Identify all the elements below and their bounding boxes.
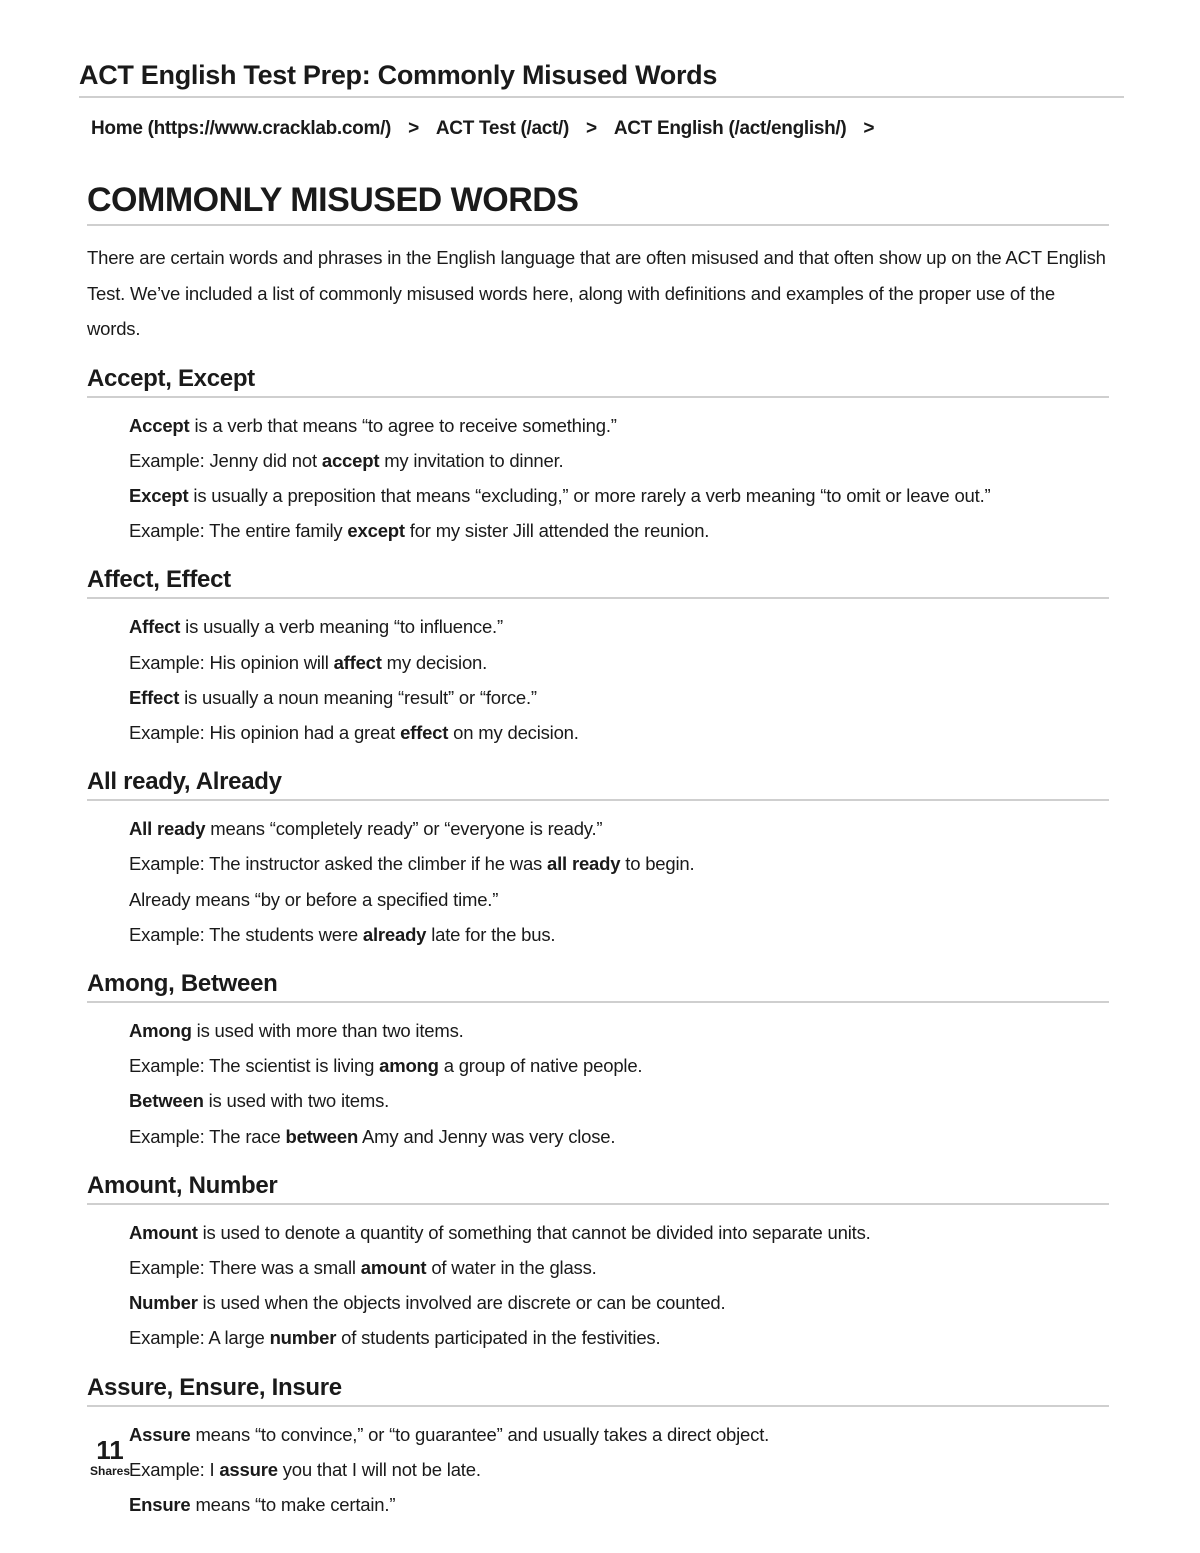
definition-line: [87, 1083, 1109, 1118]
page-header-title: ACT English Test Prep: Commonly Misused Words: [79, 60, 718, 90]
section-title: Accept, Except: [87, 363, 1109, 398]
section-lines: [87, 1215, 1109, 1356]
share-widget[interactable]: [89, 1436, 131, 1478]
term-highlight: among: [379, 1055, 439, 1077]
line-text: is usually a noun meaning “result” or “force.”: [179, 686, 537, 708]
definition-line: [87, 1119, 1109, 1154]
definition-line: [87, 811, 1109, 846]
term-highlight: Assure: [129, 1423, 191, 1445]
line-text: you that I will not be late.: [277, 1458, 481, 1480]
term-highlight: Except: [129, 484, 189, 506]
definition-line: [87, 1320, 1109, 1355]
line-text: Example: The race: [129, 1125, 286, 1147]
line-text: Example: The students were: [129, 923, 363, 945]
term-highlight: Amount: [129, 1221, 198, 1243]
section-title: Among, Between: [87, 968, 1109, 1003]
line-text: is usually a verb meaning “to influence.”: [180, 616, 503, 638]
section-lines: [87, 1013, 1109, 1154]
breadcrumb-separator: >: [586, 118, 597, 139]
term-highlight: Between: [129, 1090, 204, 1112]
section-title: Amount, Number: [87, 1170, 1109, 1205]
line-text: for my sister Jill attended the reunion.: [404, 520, 710, 542]
line-text: means “completely ready” or “everyone is ready.”: [205, 818, 603, 840]
term-highlight: except: [347, 520, 405, 542]
term-highlight: Affect: [129, 616, 181, 638]
term-highlight: Accept: [129, 414, 190, 436]
line-text: to begin.: [620, 853, 695, 875]
term-highlight: assure: [219, 1458, 278, 1480]
line-text: Example: The instructor asked the climber if he was: [129, 853, 548, 875]
breadcrumb: [91, 118, 891, 140]
term-highlight: Number: [129, 1292, 198, 1314]
article: [87, 178, 1109, 1522]
section-lines: [87, 408, 1109, 549]
definition-line: [87, 1452, 1109, 1487]
term-highlight: all ready: [547, 853, 621, 875]
page-header: [79, 58, 1124, 98]
definition-line: [87, 408, 1109, 443]
line-text: is used with two items.: [203, 1090, 390, 1112]
definition-line: [87, 846, 1109, 881]
line-text: Already means “by or before a specified time.”: [129, 888, 499, 910]
definition-line: [87, 609, 1109, 644]
article-title: COMMONLY MISUSED WORDS: [87, 178, 1109, 226]
line-text: Example: The scientist is living: [129, 1055, 380, 1077]
definition-line: [87, 882, 1109, 917]
definition-line: [87, 680, 1109, 715]
section-title: Affect, Effect: [87, 564, 1109, 599]
line-text: of students participated in the festivities.: [336, 1327, 661, 1349]
article-intro: There are certain words and phrases in the English language that are often misused and that often show up on the ACT English Test. We’ve included a list of commonly misused words here, along with definitions and examples of the proper use of the words.: [87, 247, 1106, 339]
definition-line: [87, 645, 1109, 680]
word-sections: [87, 363, 1109, 1523]
line-text: is used to denote a quantity of something that cannot be divided into separate units.: [197, 1221, 871, 1243]
share-count: 11: [96, 1435, 124, 1465]
term-highlight: Effect: [129, 686, 180, 708]
definition-line: [87, 917, 1109, 952]
line-text: on my decision.: [448, 721, 579, 743]
line-text: Amy and Jenny was very close.: [358, 1125, 616, 1147]
line-text: Example: There was a small: [129, 1256, 361, 1278]
line-text: Example: A large: [129, 1327, 270, 1349]
term-highlight: Ensure: [129, 1493, 191, 1515]
section-lines: [87, 609, 1109, 750]
breadcrumb-separator: >: [408, 118, 419, 139]
term-highlight: already: [362, 923, 427, 945]
definition-line: [87, 1013, 1109, 1048]
definition-line: [87, 1048, 1109, 1083]
definition-line: [87, 715, 1109, 750]
term-highlight: number: [269, 1327, 337, 1349]
line-text: Example: His opinion had a great: [129, 721, 401, 743]
line-text: is a verb that means “to agree to receive something.”: [189, 414, 617, 436]
definition-line: [87, 513, 1109, 548]
line-text: late for the bus.: [426, 923, 556, 945]
definition-line: [87, 1417, 1109, 1452]
line-text: Example: Jenny did not: [129, 449, 322, 471]
line-text: my invitation to dinner.: [379, 449, 564, 471]
term-highlight: All ready: [129, 818, 206, 840]
section-title: All ready, Already: [87, 766, 1109, 801]
line-text: Example: I: [129, 1458, 220, 1480]
breadcrumb-item-act-english[interactable]: ACT English (/act/english/): [613, 118, 847, 139]
definition-line: [87, 1487, 1109, 1522]
term-highlight: effect: [400, 721, 449, 743]
breadcrumb-item-act-test[interactable]: ACT Test (/act/): [435, 118, 570, 139]
term-highlight: accept: [321, 449, 380, 471]
line-text: a group of native people.: [438, 1055, 643, 1077]
definition-line: [87, 1250, 1109, 1285]
definition-line: [87, 443, 1109, 478]
definition-line: [87, 1215, 1109, 1250]
line-text: is used when the objects involved are discrete or can be counted.: [197, 1292, 726, 1314]
definition-line: [87, 478, 1109, 513]
section-lines: [87, 1417, 1109, 1523]
line-text: is used with more than two items.: [191, 1019, 464, 1041]
term-highlight: amount: [360, 1256, 427, 1278]
line-text: my decision.: [381, 651, 488, 673]
breadcrumb-item-home[interactable]: Home (https://www.cracklab.com/): [91, 118, 392, 139]
line-text: is usually a preposition that means “excluding,” or more rarely a verb meaning “to omit or leave out.”: [188, 484, 991, 506]
term-highlight: Among: [129, 1019, 192, 1041]
line-text: means “to convince,” or “to guarantee” and usually takes a direct object.: [190, 1423, 770, 1445]
definition-line: [87, 1285, 1109, 1320]
line-text: Example: The entire family: [129, 520, 348, 542]
line-text: means “to make certain.”: [190, 1493, 396, 1515]
term-highlight: between: [285, 1125, 359, 1147]
line-text: of water in the glass.: [426, 1256, 597, 1278]
section-lines: [87, 811, 1109, 952]
share-label: Shares: [89, 1464, 131, 1478]
term-highlight: affect: [333, 651, 382, 673]
line-text: Example: His opinion will: [129, 651, 334, 673]
section-title: Assure, Ensure, Insure: [87, 1372, 1109, 1407]
breadcrumb-separator: >: [863, 118, 875, 139]
